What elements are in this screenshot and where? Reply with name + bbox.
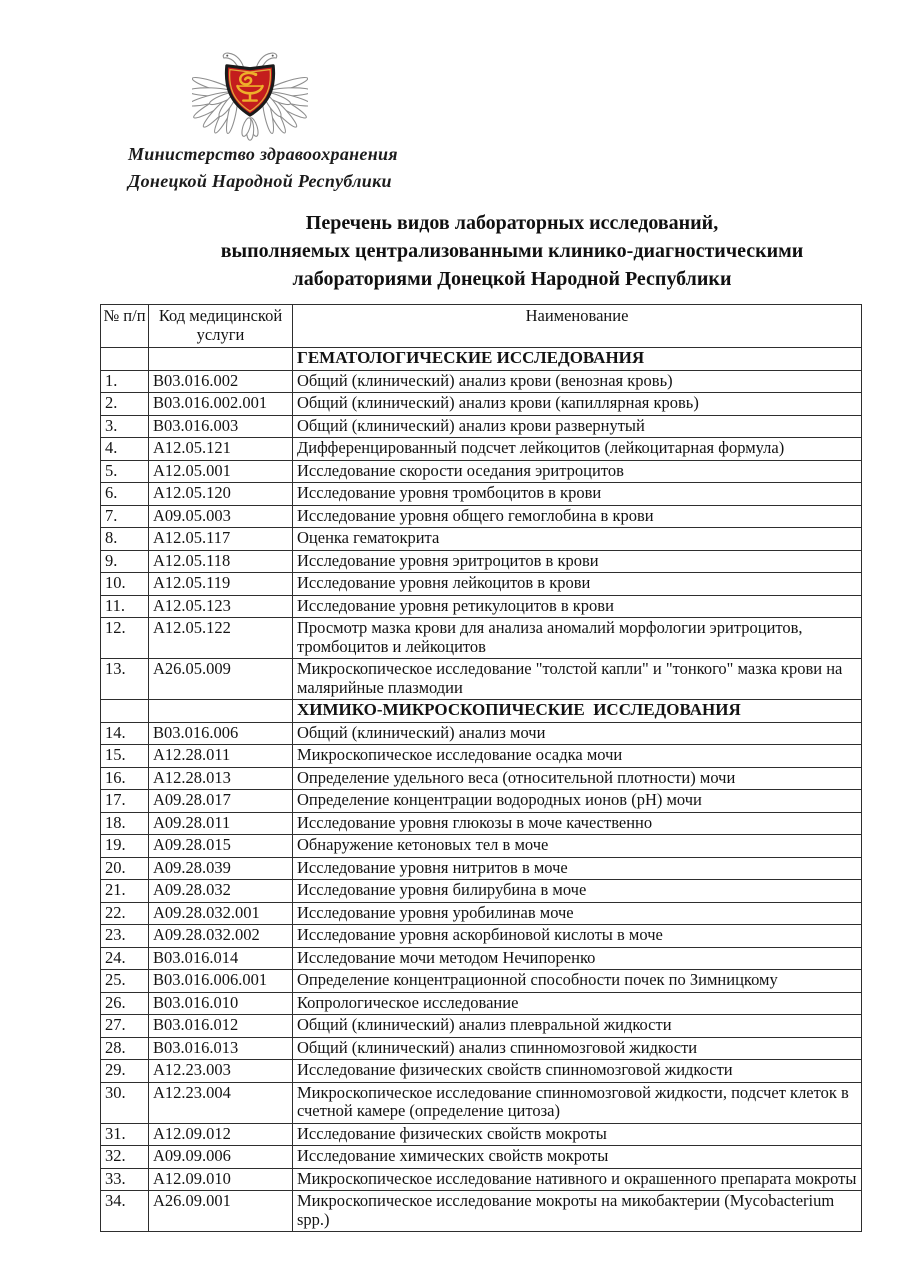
service-code-cell: B03.016.002 <box>149 370 293 393</box>
table-row <box>101 1146 862 1169</box>
table-row <box>101 550 862 573</box>
service-code-cell: B03.016.002.001 <box>149 393 293 416</box>
table-row <box>101 745 862 768</box>
service-code-cell: A09.28.032.001 <box>149 902 293 925</box>
test-name-cell: Общий (клинический) анализ крови (венозная кровь) <box>293 370 862 393</box>
row-number-cell: 16. <box>101 767 149 790</box>
table-row <box>101 1123 862 1146</box>
test-name-cell: Просмотр мазка крови для анализа аномалий морфологии эритроцитов, тромбоцитов и лейкоцитов <box>293 618 862 659</box>
row-number-cell: 30. <box>101 1082 149 1123</box>
row-number-cell: 8. <box>101 528 149 551</box>
row-number-cell: 6. <box>101 483 149 506</box>
service-code-cell: A12.05.118 <box>149 550 293 573</box>
column-header-number: № п/п <box>101 305 149 348</box>
row-number-cell: 7. <box>101 505 149 528</box>
test-name-cell: Микроскопическое исследование спинномозговой жидкости, подсчет клеток в счетной камере (определение цитоза) <box>293 1082 862 1123</box>
row-number-cell: 32. <box>101 1146 149 1169</box>
table-row <box>101 393 862 416</box>
test-name-cell: Исследование уровня билирубина в моче <box>293 880 862 903</box>
service-code-cell: A09.28.039 <box>149 857 293 880</box>
service-code-cell: A09.28.015 <box>149 835 293 858</box>
service-code-cell <box>149 348 293 371</box>
row-number-cell: 15. <box>101 745 149 768</box>
test-name-cell: Исследование уровня ретикулоцитов в крови <box>293 595 862 618</box>
table-row <box>101 992 862 1015</box>
row-number-cell: 28. <box>101 1037 149 1060</box>
test-name-cell: Определение удельного веса (относительной плотности) мочи <box>293 767 862 790</box>
test-name-cell: Общий (клинический) анализ спинномозговой жидкости <box>293 1037 862 1060</box>
test-name-cell: Общий (клинический) анализ крови развернутый <box>293 415 862 438</box>
row-number-cell <box>101 348 149 371</box>
ministry-name <box>128 141 398 195</box>
service-code-cell: B03.016.012 <box>149 1015 293 1038</box>
service-code-cell: A12.23.003 <box>149 1060 293 1083</box>
section-title-cell: ГЕМАТОЛОГИЧЕСКИЕ ИССЛЕДОВАНИЯ <box>293 348 862 371</box>
service-code-cell: A12.05.119 <box>149 573 293 596</box>
table-row <box>101 1082 862 1123</box>
table-row <box>101 415 862 438</box>
page-title <box>124 209 900 293</box>
row-number-cell: 33. <box>101 1168 149 1191</box>
section-title-cell: ХИМИКО-МИКРОСКОПИЧЕСКИЕ ИССЛЕДОВАНИЯ <box>293 700 862 723</box>
test-name-cell: Исследование скорости оседания эритроцитов <box>293 460 862 483</box>
table-row <box>101 460 862 483</box>
table-row <box>101 812 862 835</box>
test-name-cell: Исследование уровня аскорбиновой кислоты в моче <box>293 925 862 948</box>
row-number-cell: 19. <box>101 835 149 858</box>
test-name-cell: Микроскопическое исследование мокроты на микобактерии (Mycobacterium spp.) <box>293 1191 862 1232</box>
table-row <box>101 902 862 925</box>
row-number-cell: 23. <box>101 925 149 948</box>
table-row <box>101 880 862 903</box>
table-row <box>101 659 862 700</box>
coat-of-arms-logo <box>192 34 308 142</box>
row-number-cell: 10. <box>101 573 149 596</box>
table-row <box>101 618 862 659</box>
test-name-cell: Исследование уровня лейкоцитов в крови <box>293 573 862 596</box>
section-row <box>101 700 862 723</box>
service-code-cell: A12.05.120 <box>149 483 293 506</box>
service-code-cell: A12.05.117 <box>149 528 293 551</box>
test-name-cell: Общий (клинический) анализ плевральной жидкости <box>293 1015 862 1038</box>
service-code-cell: A12.05.122 <box>149 618 293 659</box>
ministry-name-line1: Министерство здравоохранения <box>128 144 398 164</box>
test-name-cell: Общий (клинический) анализ крови (капиллярная кровь) <box>293 393 862 416</box>
test-name-cell: Исследование физических свойств спинномозговой жидкости <box>293 1060 862 1083</box>
service-code-cell: A09.09.006 <box>149 1146 293 1169</box>
row-number-cell <box>101 700 149 723</box>
test-name-cell: Обнаружение кетоновых тел в моче <box>293 835 862 858</box>
row-number-cell: 22. <box>101 902 149 925</box>
test-name-cell: Общий (клинический) анализ мочи <box>293 722 862 745</box>
service-code-cell: A26.05.009 <box>149 659 293 700</box>
service-code-cell: B03.016.003 <box>149 415 293 438</box>
section-row <box>101 348 862 371</box>
table-row <box>101 925 862 948</box>
page-title-line2: выполняемых централизованными клинико-диагностическими <box>220 240 804 262</box>
test-name-cell: Исследование уровня эритроцитов в крови <box>293 550 862 573</box>
service-code-cell: A09.28.017 <box>149 790 293 813</box>
service-code-cell: A12.23.004 <box>149 1082 293 1123</box>
row-number-cell: 11. <box>101 595 149 618</box>
service-code-cell: A26.09.001 <box>149 1191 293 1232</box>
service-code-cell: A12.28.011 <box>149 745 293 768</box>
test-name-cell: Исследование уровня общего гемоглобина в крови <box>293 505 862 528</box>
table-row <box>101 595 862 618</box>
test-name-cell: Исследование уровня тромбоцитов в крови <box>293 483 862 506</box>
service-code-cell: A09.28.011 <box>149 812 293 835</box>
service-code-cell: A09.05.003 <box>149 505 293 528</box>
service-code-cell: A09.28.032.002 <box>149 925 293 948</box>
service-code-cell: B03.016.006 <box>149 722 293 745</box>
column-header-name: Наименование <box>293 305 862 348</box>
eagle-icon <box>192 34 308 142</box>
service-code-cell: A12.28.013 <box>149 767 293 790</box>
table-row <box>101 1191 862 1232</box>
test-name-cell: Оценка гематокрита <box>293 528 862 551</box>
row-number-cell: 14. <box>101 722 149 745</box>
row-number-cell: 21. <box>101 880 149 903</box>
row-number-cell: 5. <box>101 460 149 483</box>
page-title-line3: лабораториями Донецкой Народной Республики <box>292 268 732 290</box>
row-number-cell: 29. <box>101 1060 149 1083</box>
test-name-cell: Исследование мочи методом Нечипоренко <box>293 947 862 970</box>
service-code-cell: A09.28.032 <box>149 880 293 903</box>
row-number-cell: 17. <box>101 790 149 813</box>
service-code-cell: A12.09.010 <box>149 1168 293 1191</box>
row-number-cell: 20. <box>101 857 149 880</box>
service-code-cell: A12.05.123 <box>149 595 293 618</box>
table-header-row <box>101 305 862 348</box>
table-row <box>101 767 862 790</box>
ministry-name-line2: Донецкой Народной Республики <box>128 171 392 191</box>
test-name-cell: Исследование уровня глюкозы в моче качественно <box>293 812 862 835</box>
row-number-cell: 3. <box>101 415 149 438</box>
table-row <box>101 722 862 745</box>
table-row <box>101 790 862 813</box>
row-number-cell: 13. <box>101 659 149 700</box>
table-row <box>101 438 862 461</box>
table-row <box>101 857 862 880</box>
service-code-cell: B03.016.013 <box>149 1037 293 1060</box>
lab-tests-table-body <box>101 348 862 1232</box>
test-name-cell: Исследование уровня уробилинав моче <box>293 902 862 925</box>
table-row <box>101 528 862 551</box>
row-number-cell: 25. <box>101 970 149 993</box>
page-title-line1: Перечень видов лабораторных исследований, <box>305 212 719 234</box>
table-row <box>101 483 862 506</box>
test-name-cell: Исследование уровня нитритов в моче <box>293 857 862 880</box>
table-row <box>101 573 862 596</box>
row-number-cell: 2. <box>101 393 149 416</box>
lab-tests-table <box>100 304 862 1232</box>
table-row <box>101 947 862 970</box>
table-row <box>101 505 862 528</box>
row-number-cell: 18. <box>101 812 149 835</box>
column-header-code: Код медицинской услуги <box>149 305 293 348</box>
row-number-cell: 1. <box>101 370 149 393</box>
test-name-cell: Определение концентрации водородных ионов (pH) мочи <box>293 790 862 813</box>
test-name-cell: Копрологическое исследование <box>293 992 862 1015</box>
test-name-cell: Исследование физических свойств мокроты <box>293 1123 862 1146</box>
row-number-cell: 34. <box>101 1191 149 1232</box>
row-number-cell: 31. <box>101 1123 149 1146</box>
service-code-cell: B03.016.006.001 <box>149 970 293 993</box>
test-name-cell: Исследование химических свойств мокроты <box>293 1146 862 1169</box>
table-row <box>101 370 862 393</box>
service-code-cell: A12.05.001 <box>149 460 293 483</box>
table-row <box>101 970 862 993</box>
test-name-cell: Дифференцированный подсчет лейкоцитов (лейкоцитарная формула) <box>293 438 862 461</box>
table-row <box>101 1015 862 1038</box>
service-code-cell <box>149 700 293 723</box>
row-number-cell: 26. <box>101 992 149 1015</box>
table-row <box>101 1060 862 1083</box>
test-name-cell: Определение концентрационной способности почек по Зимницкому <box>293 970 862 993</box>
row-number-cell: 24. <box>101 947 149 970</box>
service-code-cell: B03.016.010 <box>149 992 293 1015</box>
table-row <box>101 1168 862 1191</box>
test-name-cell: Микроскопическое исследование осадка мочи <box>293 745 862 768</box>
table-row <box>101 1037 862 1060</box>
service-code-cell: A12.05.121 <box>149 438 293 461</box>
test-name-cell: Микроскопическое исследование "толстой капли" и "тонкого" мазка крови на малярийные плазмодии <box>293 659 862 700</box>
service-code-cell: B03.016.014 <box>149 947 293 970</box>
service-code-cell: A12.09.012 <box>149 1123 293 1146</box>
row-number-cell: 4. <box>101 438 149 461</box>
test-name-cell: Микроскопическое исследование нативного и окрашенного препарата мокроты <box>293 1168 862 1191</box>
table-row <box>101 835 862 858</box>
row-number-cell: 12. <box>101 618 149 659</box>
row-number-cell: 9. <box>101 550 149 573</box>
row-number-cell: 27. <box>101 1015 149 1038</box>
